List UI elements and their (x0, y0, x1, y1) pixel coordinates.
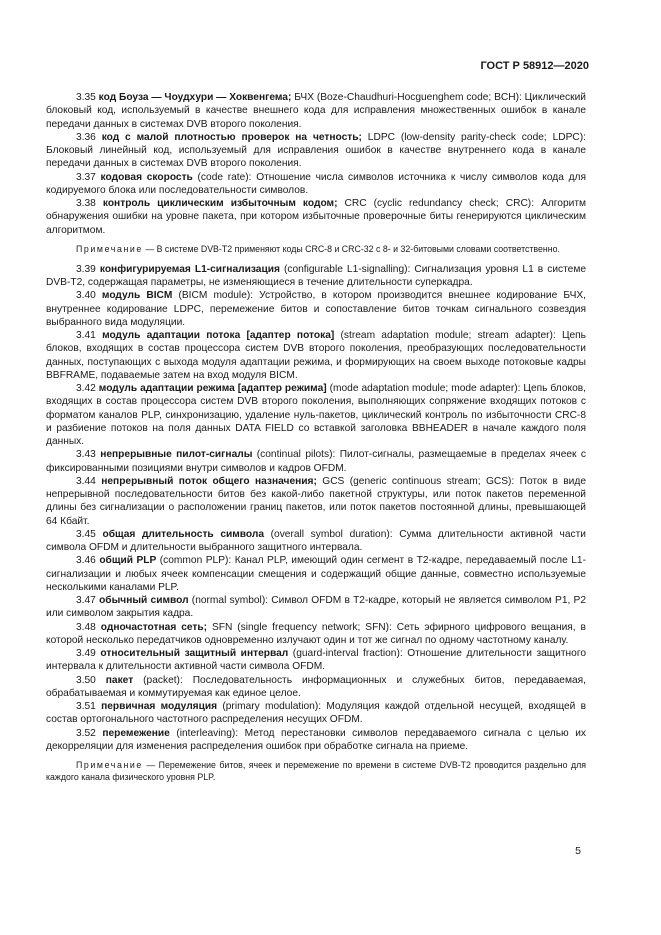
term-definition: (BICM module): Устройство, в котором производится внешнее кодирование БЧХ, внутреннее кодирование LDPC, перемежение битов и сопоставление битов точкам сигнального созвездия выбранного вида модуляции. (46, 290, 586, 328)
term-name: конфигурируемая L1-сигнализация (99, 263, 280, 275)
term-name: код с малой плотностью проверок на четность; (101, 131, 362, 143)
term-entry (46, 674, 586, 701)
term-name: общий PLP (99, 555, 157, 567)
term-entry (46, 448, 586, 475)
term-definition: (mode adaptation module; mode adapter): Цепь блоков, входящих в состав процессора систем DVB второго поколения, выполняющих сопряжение входящих потоков с форматом каналов PLP, синхронизацию, удаление нуль-пакетов, циклический контроль по избыточности CRC-8 и разбиение потоков на поля данных DATA FIELD со вставкой заголовка BBHEADER в начале каждого поля данных. (46, 383, 586, 447)
term-name: код Боуза — Чоудхури — Хоквенгема; (98, 92, 292, 103)
terms-block-2 (46, 263, 586, 753)
term-definition: (common PLP): Канал PLP, имеющий один сегмент в Т2-кадре, передаваемый после L1-сигнализации и любых ячеек компенсации смещения и содержащий общие данные, совместно используемые несколькими каналами PLP. (46, 555, 586, 593)
term-name: одночастотная сеть; (100, 621, 208, 633)
document-body (46, 91, 586, 791)
term-definition: (continual pilots): Пилот-сигналы, размещаемые в пределах ячеек с фиксированными позициями внутри символов и кадров OFDM. (46, 449, 586, 474)
term-definition: БЧХ (Boze-Chaudhuri-Hocguenghem code; BCH): Циклический блоковый код, используемый в качестве внешнего кода для исправления множественных ошибок в канале передачи данных в системах DVB второго поколения. (46, 92, 586, 130)
term-definition: (configurable L1-signalling): Сигнализация уровня L1 в системе DVB-T2, содержащая параметры, не изменяющиеся в течение длительности суперкадра. (46, 263, 586, 288)
note-label: Примечание (76, 243, 143, 254)
term-definition: (code rate): Отношение числа символов источника к числу символов кода для кодируемого блока или последовательности символов. (46, 171, 586, 196)
term-name: перемежение (102, 727, 170, 739)
term-number: 3.38 (76, 198, 96, 209)
term-name: кодовая скорость (100, 171, 193, 183)
term-definition: CRC (cyclic redundancy check; CRC): Алгоритм обнаружения ошибки на уровне пакета, при котором избыточные проверочные биты генерируются циклическим алгоритмом. (46, 198, 586, 236)
term-number: 3.41 (76, 330, 96, 341)
term-entry (46, 475, 586, 528)
term-number: 3.49 (76, 648, 96, 659)
document-standard-code: ГОСТ Р 58912—2020 (480, 60, 589, 72)
term-name: контроль циклическим избыточным кодом; (102, 198, 338, 209)
term-number: 3.42 (76, 383, 96, 394)
term-entry (46, 621, 586, 648)
term-definition: SFN (single frequency network; SFN): Сеть эфирного цифрового вещания, в которой несколько передатчиков одновременно излучают один и тот же сигнал по одному частотному каналу. (46, 621, 586, 646)
term-number: 3.45 (76, 528, 96, 540)
term-definition: (stream adaptation module; stream adapter): Цепь блоков, входящих в состав процессора систем DVB второго поколения, преобразующих последовательности данных, поступающих с выхода модуля адаптации режима, и формирующих на своем выходе потоковые кадры BBFRAME, подаваемые затем на вход модуля BICM. (46, 330, 586, 381)
term-name: непрерывные пилот-сигналы (100, 449, 253, 461)
terms-block-1 (46, 91, 586, 237)
term-entry (46, 727, 586, 754)
term-number: 3.43 (76, 449, 96, 461)
term-entry (46, 91, 586, 131)
term-number: 3.39 (76, 263, 96, 275)
term-entry (46, 594, 586, 621)
term-entry (46, 647, 586, 674)
term-entry (46, 289, 586, 329)
term-name: общая длительность символа (102, 528, 265, 540)
term-definition: (packet): Последовательность информационных и служебных битов, передаваемая, обрабатываемая и коммутируемая как единое целое. (46, 674, 586, 699)
term-definition: LDPC (low-density parity-check code; LDPC): Блоковый линейный код, используемый для исправления ошибок в качестве внутреннего кода в канале передачи данных в системах DVB второго поколения. (46, 131, 586, 170)
note-text: — В системе DVB-T2 применяют коды CRC-8 и CRC-32 с 8- и 32-битовыми словами соответственно. (142, 243, 560, 254)
term-number: 3.51 (76, 701, 96, 712)
term-definition: GCS (generic continuous stream; GCS): Поток в виде непрерывной последовательности битов без какой-либо пакетной структуры, или поток пакетов переменной длины без сигнализации о расположении границ пакетов, или поток пакетов постоянной длины, превышающей 64 Кбайт. (46, 475, 586, 527)
term-entry (46, 382, 586, 448)
term-number: 3.46 (76, 555, 96, 567)
term-entry (46, 554, 586, 594)
term-number: 3.44 (76, 475, 96, 487)
term-entry (46, 131, 586, 171)
term-number: 3.52 (76, 727, 96, 739)
note-text: — Перемежение битов, ячеек и перемежение по времени в системе DVB-T2 проводится раздельно для каждого канала физического уровня PLP. (46, 760, 586, 782)
term-number: 3.37 (76, 171, 96, 183)
term-definition: (interleaving): Метод перестановки символов передаваемого сигнала с целью их декорреляции для изменения распределения ошибок при обработке сигнала на приеме. (46, 727, 586, 752)
term-name: первичная модуляция (101, 701, 218, 712)
term-definition: (guard-interval fraction): Отношение длительности защитного интервала к длительности активной части символа OFDM. (46, 648, 586, 673)
term-number: 3.35 (76, 92, 96, 103)
term-number: 3.48 (76, 621, 96, 633)
note-label: Примечание (76, 760, 143, 770)
note-2 (46, 759, 586, 783)
term-entry (46, 197, 586, 237)
term-entry (46, 263, 586, 290)
term-definition: (normal symbol): Символ OFDM в Т2-кадре, который не является символом P1, P2 или символом закрытия кадра. (46, 595, 586, 620)
term-name: непрерывный поток общего назначения; (101, 475, 317, 487)
term-entry (46, 171, 586, 198)
term-number: 3.40 (76, 290, 96, 302)
term-name: обычный символ (99, 595, 189, 606)
term-name: относительный защитный интервал (100, 648, 289, 659)
term-entry (46, 329, 586, 382)
note-1 (46, 243, 586, 255)
term-entry (46, 528, 586, 555)
term-name: пакет (105, 674, 134, 686)
term-name: модуль адаптации потока [адаптер потока] (102, 330, 335, 341)
term-definition: (primary modulation): Модуляция каждой отдельной несущей, входящей в состав ортогонального частотного распределения несущих OFDM. (46, 701, 586, 726)
term-number: 3.36 (76, 131, 96, 143)
term-name: модуль адаптации режима [адаптер режима] (98, 383, 327, 394)
term-definition: (overall symbol duration): Сумма длительности активной части символа OFDM и длительности выбранного защитного интервала. (46, 528, 586, 553)
term-number: 3.50 (76, 674, 96, 686)
page-number: 5 (575, 845, 581, 857)
term-number: 3.47 (76, 595, 96, 606)
term-name: модуль BICM (101, 290, 173, 302)
term-entry (46, 700, 586, 727)
